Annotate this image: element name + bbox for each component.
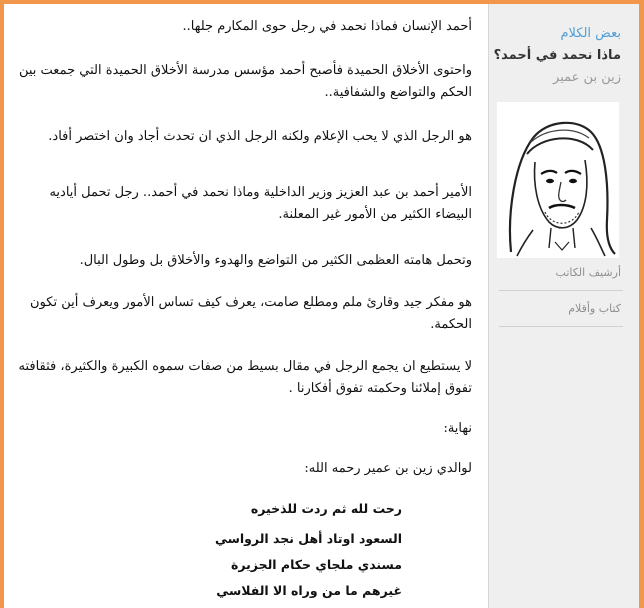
article-body — [4, 4, 472, 608]
author-name: زين بن عمير — [553, 70, 621, 85]
poem-line: مسندي ملجاي حكام الجزيرة — [230, 557, 402, 572]
section-label: بعض الكلام — [560, 26, 621, 41]
author-archive-link[interactable]: أرشيف الكاتب — [555, 266, 621, 279]
poem-line: غيرهم ما من وراه الا الفلاسي — [216, 583, 402, 598]
author-portrait — [497, 102, 619, 258]
paragraph: هو مفكر جيد وقارئ ملم ومطلع صامت، يعرف كيف تساس الأمور ويعرف أين تكون الحكمة. — [30, 295, 472, 332]
paragraph: لا يستطيع ان يجمع الرجل في مقال بسيط من صفات سموه الكبيرة والكثيرة، فثقافته تفوق إملائنا وحكمته تفوق أفكارنا . — [18, 359, 472, 396]
paragraph: أحمد الإنسان فماذا نحمد في رجل حوى المكارم جلها.. — [182, 19, 472, 34]
article-title: ماذا نحمد في أحمد؟ — [493, 48, 621, 63]
divider — [499, 326, 623, 327]
page-frame — [4, 4, 638, 608]
paragraph: لوالدي زين بن عمير رحمه الله: — [304, 461, 472, 476]
sidebar — [488, 4, 639, 608]
writers-link[interactable]: كتاب وأقلام — [568, 302, 621, 315]
paragraph: وتحمل هامته العظمى الكثير من التواضع والهدوء والأخلاق بل وطول البال. — [79, 253, 472, 268]
poem-line: السعود اوتاد أهل نجد الرواسي — [214, 531, 402, 546]
paragraph: نهاية: — [443, 421, 472, 436]
paragraph: الأمير أحمد بن عبد العزيز وزير الداخلية وماذا نحمد في أحمد.. رجل تحمل أياديه البيضاء الكثير من الأمور غير المعلنة. — [49, 185, 472, 222]
paragraph: واحتوى الأخلاق الحميدة فأصبح أحمد مؤسس مدرسة الأخلاق الحميدة التي جمعت بين الحكم والتواضع والشفافية.. — [18, 63, 472, 100]
poem-line: رحت لله ثم ردت للذخيره — [250, 501, 402, 516]
paragraph: هو الرجل الذي لا يحب الإعلام ولكنه الرجل الذي ان تحدث أجاد وان اختصر أفاد. — [48, 129, 472, 144]
divider — [499, 290, 623, 291]
